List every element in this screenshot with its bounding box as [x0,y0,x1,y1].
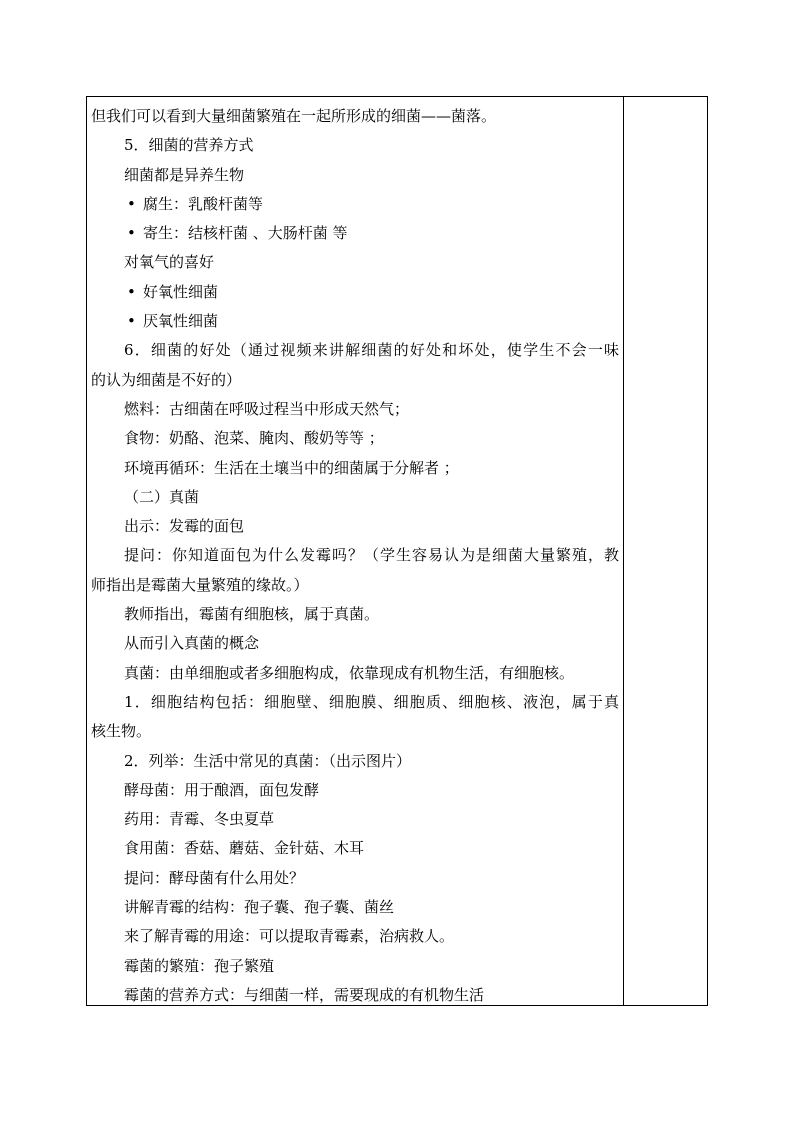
column-divider [623,97,624,1005]
text-line: 环境再循环：生活在土壤当中的细菌属于分解者 ； [124,458,459,477]
bullet-text: 厌氧性细菌 [143,312,219,331]
bullet-marker: • [127,312,136,331]
text-line: 从而引入真菌的概念 [124,634,260,653]
bullet-item [91,219,619,248]
text-line: 提问：你知道面包为什么发霉吗？（学生容易认为是细菌大量繁殖，教 [124,546,619,565]
text-line: 出示：发霉的面包 [124,517,245,536]
bullet-marker: • [127,224,136,243]
bullet-item [91,307,619,336]
bullet-item [91,190,619,219]
text-line: 食用菌：香菇、蘑菇、金针菇、木耳 [124,839,365,858]
bullet-text: 寄生：结核杆菌 、大肠杆菌 等 [143,224,348,243]
text-line: （二）真菌 [124,487,200,506]
text-line: 酵母菌：用于酿酒，面包发酵 [124,780,320,799]
text-line: 讲解青霉的结构：孢子囊、孢子囊、菌丝 [124,898,395,917]
text-line: 5．细菌的营养方式 [124,136,254,155]
text-line: 2．列举：生活中常见的真菌：（出示图片） [124,751,412,770]
text-line: 食物：奶酪、泡菜、腌肉、酸奶等等 ； [124,429,384,448]
text-line: 但我们可以看到大量细菌繁殖在一起所形成的细菌——菌落。 [91,107,497,125]
bullet-text: 腐生：乳酸杆菌等 [143,194,264,213]
text-line: 细菌都是异养生物 [124,165,245,184]
text-line: 6．细菌的好处（通过视频来讲解细菌的好处和坏处，使学生不会一味 [124,341,619,360]
text-line: 师指出是霉菌大量繁殖的缘故。） [91,575,309,594]
text-line: 1．细胞结构包括：细胞壁、细胞膜、细胞质、细胞核、液泡，属于真 [124,692,619,711]
text-line: 燃料：古细菌在呼吸过程当中形成天然气； [124,399,410,418]
text-line: 真菌：由单细胞或者多细胞构成，依靠现成有机物生活，有细胞核。 [124,663,575,682]
lesson-table [86,96,708,1006]
text-line: 霉菌的繁殖：孢子繁殖 [124,956,275,975]
text-line: 来了解青霉的用途：可以提取青霉素，治病救人。 [124,927,455,946]
bullet-marker: • [127,282,136,301]
text-line: 药用：青霉、冬虫夏草 [124,810,275,829]
text-line: 的认为细菌是不好的） [91,370,242,389]
text-line: 教师指出，霉菌有细胞核，属于真菌。 [124,605,380,624]
bullet-item [91,278,619,307]
text-line: 提问：酵母菌有什么用处？ [124,868,305,887]
bullet-text: 好氧性细菌 [143,282,219,301]
text-line: 核生物。 [91,722,152,741]
text-line: 霉菌的营养方式：与细菌一样，需要现成的有机物生活 [124,985,485,1004]
bullet-marker: • [127,194,136,213]
text-line: 对氧气的喜好 [124,253,215,272]
lesson-content-cell [91,102,619,1010]
